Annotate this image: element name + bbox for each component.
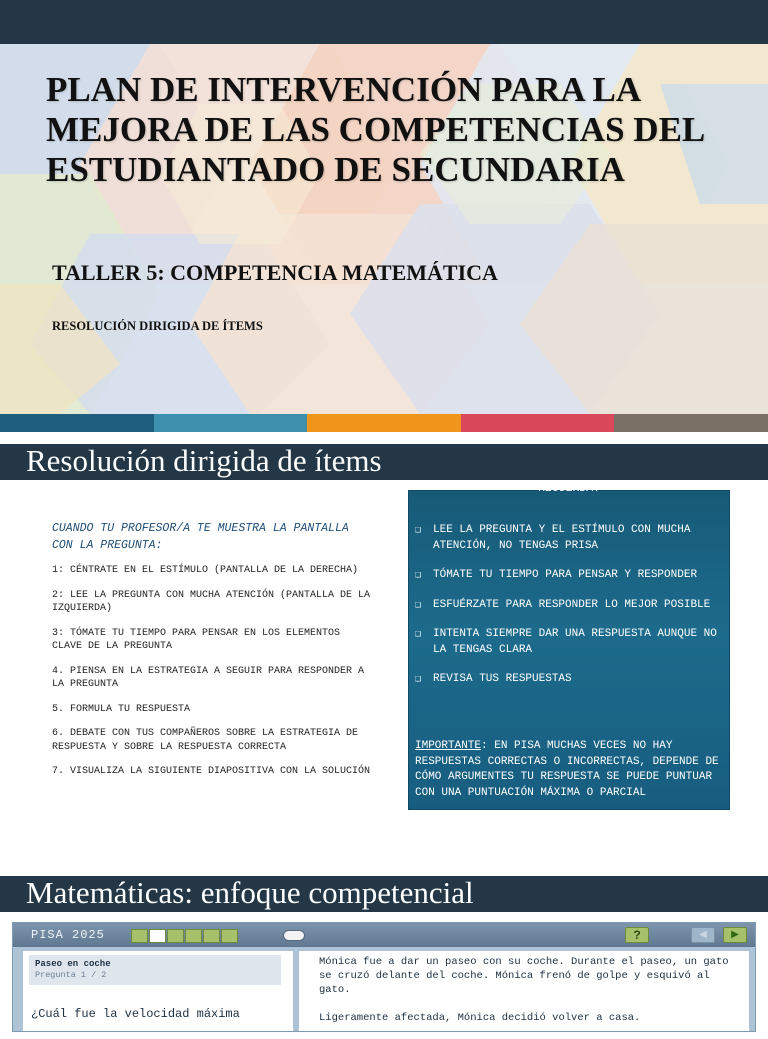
stripe-2 bbox=[154, 414, 308, 432]
reminder-item bbox=[415, 523, 725, 554]
stimulus-paragraph: Ligeramente afectada, Mónica decidió volver a casa. bbox=[319, 1012, 641, 1024]
help-button[interactable]: ? bbox=[625, 927, 649, 943]
question-header bbox=[29, 955, 281, 985]
header-title: Matemáticas: enfoque competencial bbox=[26, 875, 474, 910]
instructions-slide bbox=[0, 444, 768, 864]
toggle-oval[interactable] bbox=[283, 930, 305, 941]
prev-button[interactable] bbox=[691, 927, 715, 943]
important-text: : EN PISA MUCHAS VECES NO HAY RESPUESTAS CORRECTAS O INCORRECTAS, DEPENDE DE CÓMO ARGUMENTES TU RESPUESTA SE PUEDE PUNTUAR CON UNA PUNTUACIÓN MÁXIMA O PARCIAL bbox=[415, 740, 719, 799]
stripe-1 bbox=[0, 414, 154, 432]
slide-title: PLAN DE INTERVENCIÓN PARA LA MEJORA DE LAS COMPETENCIAS DEL ESTUDIANTADO DE SECUNDARIA bbox=[46, 70, 704, 189]
progress-segment[interactable] bbox=[131, 929, 148, 943]
test-toolbar bbox=[13, 923, 755, 947]
question-pane bbox=[23, 951, 293, 1031]
test-brand: PISA 2025 bbox=[31, 928, 105, 942]
checkbox-bullet-icon: ❑ bbox=[415, 674, 422, 685]
slide-header bbox=[0, 876, 768, 912]
checkbox-bullet-icon: ❑ bbox=[415, 629, 422, 640]
step-item: 4. PIENSA EN LA ESTRATEGIA A SEGUIR PARA RESPONDER A LA PREGUNTA bbox=[52, 665, 365, 690]
next-button[interactable] bbox=[723, 927, 747, 943]
important-label: IMPORTANTE bbox=[415, 740, 482, 752]
reminder-item bbox=[415, 627, 725, 658]
slide-header bbox=[0, 444, 768, 480]
progress-segment[interactable] bbox=[185, 929, 202, 943]
reminder-text: TÓMATE TU TIEMPO PARA PENSAR Y RESPONDER bbox=[433, 569, 698, 581]
reminder-box bbox=[408, 482, 730, 810]
stripe-3 bbox=[307, 414, 461, 432]
progress-segment[interactable] bbox=[221, 929, 238, 943]
stimulus-pane bbox=[299, 951, 749, 1031]
step-item: 5. FORMULA TU RESPUESTA bbox=[52, 703, 191, 715]
reminder-text: REVISA TUS RESPUESTAS bbox=[433, 673, 572, 685]
checkbox-bullet-icon: ❑ bbox=[415, 570, 422, 581]
steps-intro: CUANDO TU PROFESOR/A TE MUESTRA LA PANTALLA CON LA PREGUNTA: bbox=[52, 522, 349, 552]
title-slide bbox=[0, 0, 768, 432]
checkbox-bullet-icon: ❑ bbox=[415, 525, 422, 536]
question-progress bbox=[131, 929, 239, 943]
reminder-text: INTENTA SIEMPRE DAR UNA RESPUESTA AUNQUE NO LA TENGAS CLARA bbox=[433, 628, 717, 656]
reminder-title: RECUERDA: bbox=[537, 482, 601, 495]
stimulus-paragraph: Mónica fue a dar un paseo con su coche. Durante el paseo, un gato se cruzó delante del coche. Mónica frenó de golpe y esquivó al gato. bbox=[319, 956, 729, 996]
stripe-4 bbox=[461, 414, 615, 432]
stripe-5 bbox=[614, 414, 768, 432]
color-stripes bbox=[0, 414, 768, 432]
reminder-text: ESFUÉRZATE PARA RESPONDER LO MEJOR POSIBLE bbox=[433, 598, 711, 611]
arrow-left-icon: ◀ bbox=[699, 929, 707, 940]
steps-column bbox=[52, 520, 372, 790]
section-label: RESOLUCIÓN DIRIGIDA DE ÍTEMS bbox=[52, 319, 263, 333]
step-item: 1: CÉNTRATE EN EL ESTÍMULO (PANTALLA DE LA DERECHA) bbox=[52, 565, 359, 576]
pisa-slide bbox=[0, 876, 768, 1024]
step-item: 7. VISUALIZA LA SIGUIENTE DIAPOSITIVA CON LA SOLUCIÓN bbox=[52, 766, 371, 777]
step-item: 6. DEBATE CON TUS COMPAÑEROS SOBRE LA ESTRATEGIA DE RESPUESTA Y SOBRE LA RESPUESTA CORRECTA bbox=[52, 728, 359, 753]
progress-segment[interactable] bbox=[149, 929, 166, 943]
reminder-item bbox=[415, 598, 725, 614]
stimulus-text bbox=[319, 955, 739, 1039]
top-bar bbox=[0, 0, 768, 44]
reminder-list bbox=[415, 523, 725, 702]
progress-segment[interactable] bbox=[203, 929, 220, 943]
important-note bbox=[415, 739, 725, 801]
reminder-item bbox=[415, 568, 725, 584]
header-title: Resolución dirigida de ítems bbox=[26, 443, 382, 478]
question-text: ¿Cuál fue la velocidad máxima bbox=[31, 1007, 240, 1021]
pisa-test-window bbox=[12, 922, 756, 1032]
unit-title: Paseo en coche bbox=[35, 959, 111, 969]
progress-segment[interactable] bbox=[167, 929, 184, 943]
reminder-item bbox=[415, 672, 725, 688]
checkbox-bullet-icon: ❑ bbox=[415, 599, 422, 611]
step-item: 3: TÓMATE TU TIEMPO PARA PENSAR EN LOS ELEMENTOS CLAVE DE LA PREGUNTA bbox=[52, 627, 341, 652]
arrow-right-icon: ▶ bbox=[731, 929, 739, 940]
slide-subtitle: TALLER 5: COMPETENCIA MATEMÁTICA bbox=[52, 260, 498, 285]
reminder-text: LEE LA PREGUNTA Y EL ESTÍMULO CON MUCHA ATENCIÓN, NO TENGAS PRISA bbox=[433, 524, 691, 552]
step-item: 2: LEE LA PREGUNTA CON MUCHA ATENCIÓN (PANTALLA DE LA IZQUIERDA) bbox=[52, 589, 371, 614]
question-number: Pregunta 1 / 2 bbox=[35, 970, 107, 980]
